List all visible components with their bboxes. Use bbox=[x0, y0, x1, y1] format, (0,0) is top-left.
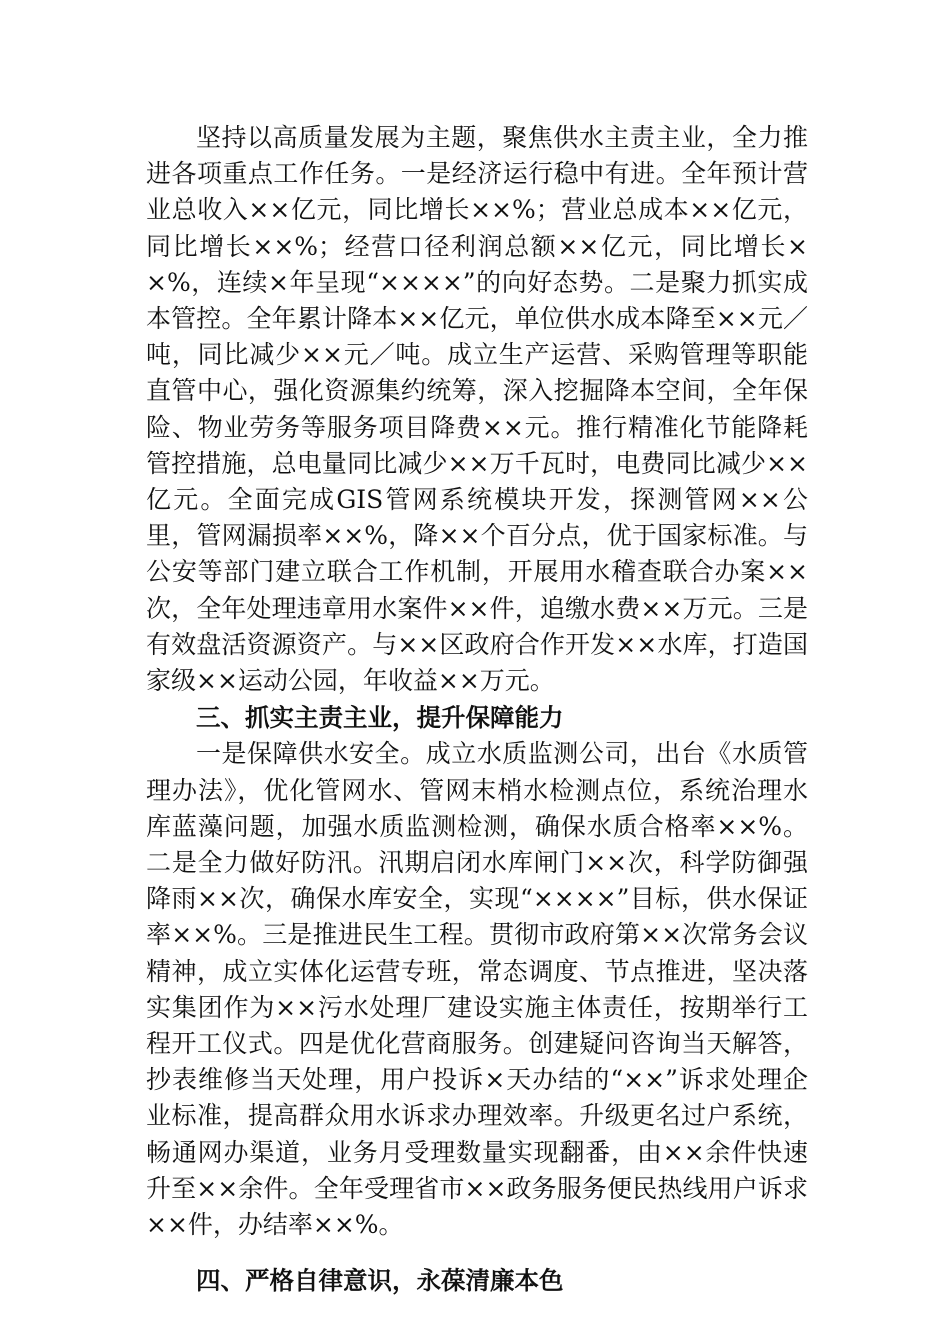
body-paragraph-economic-operation: 坚持以高质量发展为主题，聚焦供水主责主业，全力推进各项重点工作任务。一是经济运行稳中有进。全年预计营业总收入××亿元，同比增长××%；营业总成本××亿元，同比增长××%；经营口径利润总额××亿元，同比增长××%，连续×年呈现“××××”的向好态势。二是聚力抓实成本管控。全年累计降本××亿元，单位供水成本降至××元／吨，同比减少××元／吨。成立生产运营、采购管理等职能直管中心，强化资源集约统筹，深入挖掘降本空间，全年保险、物业劳务等服务项目降费××元。推行精准化节能降耗管控措施，总电量同比减少××万千瓦时，电费同比减少××亿元。全面完成GIS管网系统模块开发，探测管网××公里，管网漏损率××%，降××个百分点，优于国家标准。与公安等部门建立联合工作机制，开展用水稽查联合办案××次，全年处理违章用水案件××件，追缴水费××万元。三是有效盘活资源资产。与××区政府合作开发××水库，打造国家级××运动公园，年收益××万元。 bbox=[146, 123, 808, 696]
document-page bbox=[146, 120, 808, 1300]
body-paragraph-water-supply-security: 一是保障供水安全。成立水质监测公司，出台《水质管理办法》，优化管网水、管网末梢水检测点位，系统治理水库蓝藻问题，加强水质监测检测，确保水质合格率××%。二是全力做好防汛。汛期启闭水库闸门××次，科学防御强降雨××次，确保水库安全，实现“××××”目标，供水保证率××%。三是推进民生工程。贯彻市政府第××次常务会议精神，成立实体化运营专班，常态调度、节点推进，坚决落实集团作为××污水处理厂建设实施主体责任，按期举行工程开工仪式。四是优化营商服务。创建疑问咨询当天解答，抄表维修当天处理，用户投诉×天办结的“××”诉求处理企业标准，提高群众用水诉求办理效率。升级更名过户系统，畅通网办渠道，业务月受理数量实现翻番，由××余件快速升至××余件。全年受理省市××政务服务便民热线用户诉求××件，办结率××%。 bbox=[146, 739, 808, 1240]
section-heading-3: 三、抓实主责主业，提升保障能力 bbox=[196, 703, 564, 733]
section-heading-4: 四、严格自律意识，永葆清廉本色 bbox=[196, 1266, 564, 1296]
